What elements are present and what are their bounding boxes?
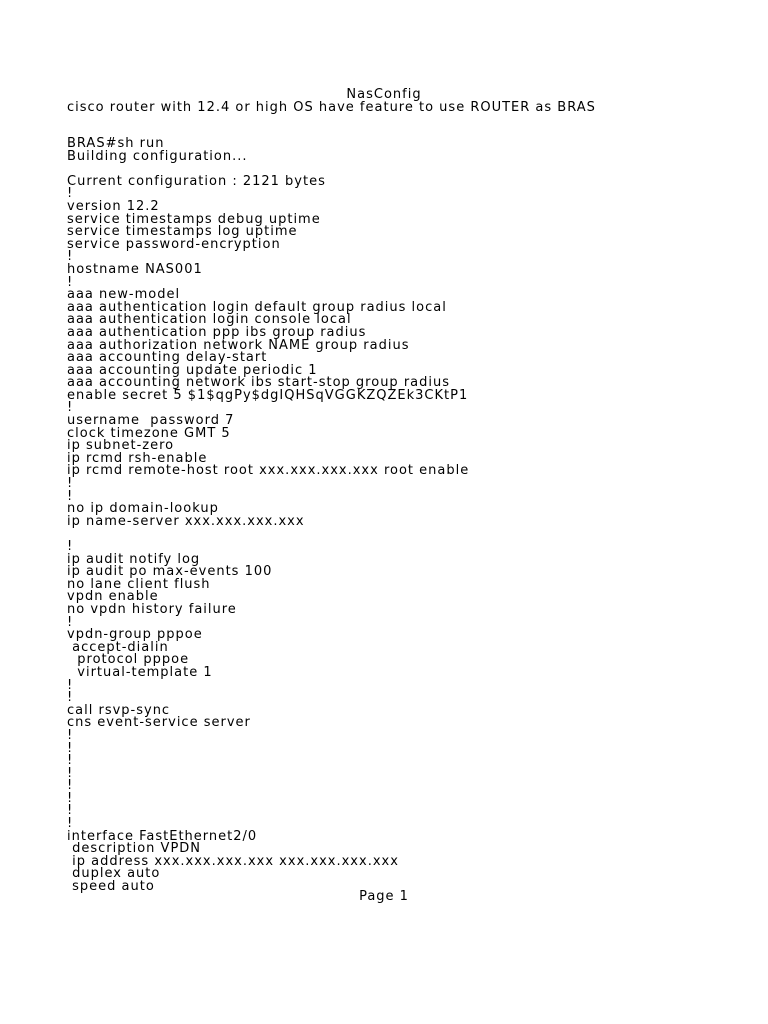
config-line: version 12.2 <box>67 198 160 214</box>
config-line: username password 7 <box>67 413 235 429</box>
config-line: ip audit notify log <box>67 551 201 567</box>
config-line: hostname NAS001 <box>67 261 203 277</box>
config-line: aaa authentication login console local <box>67 312 352 328</box>
config-line: clock timezone GMT 5 <box>67 425 231 441</box>
config-line: aaa authorization network NAME group radius <box>67 337 410 353</box>
config-line: ! <box>67 476 74 492</box>
config-line: vpdn-group pppoe <box>67 627 203 643</box>
document-title: NasConfig <box>346 87 422 102</box>
config-line: aaa accounting update periodic 1 <box>67 362 318 378</box>
config-line: ! <box>67 539 74 554</box>
config-line: Current configuration : 2121 bytes <box>67 173 326 189</box>
config-line: cns event-service server <box>67 715 251 731</box>
config-line: ! <box>67 790 74 806</box>
config-line: service timestamps log uptime <box>67 224 298 240</box>
config-line: no ip domain-lookup <box>67 501 219 517</box>
config-listing <box>67 138 748 894</box>
config-line: ! <box>67 274 74 290</box>
config-line: service password-encryption <box>67 236 281 252</box>
config-line: ! <box>67 803 74 819</box>
config-line: duplex auto <box>67 866 161 882</box>
config-line: ! <box>67 614 74 630</box>
config-line: aaa accounting network ibs start-stop group radius <box>67 375 451 391</box>
config-line: aaa authentication login default group radius local <box>67 299 447 315</box>
config-line: ip audit po max-events 100 <box>67 564 273 580</box>
config-line: ip rcmd rsh-enable <box>67 450 208 466</box>
config-line: accept-dialin <box>67 639 169 655</box>
config-line: Building configuration... <box>67 148 248 164</box>
config-line: ! <box>67 765 74 781</box>
config-line: aaa accounting delay-start <box>67 350 268 366</box>
config-line: ip rcmd remote-host root xxx.xxx.xxx.xxx root enable <box>67 463 470 479</box>
config-line: ! <box>67 727 74 743</box>
config-line: service timestamps debug uptime <box>67 211 321 227</box>
config-line: ! <box>67 778 74 794</box>
config-line: aaa authentication ppp ibs group radius <box>67 324 367 340</box>
config-line: ip address xxx.xxx.xxx.xxx xxx.xxx.xxx.xxx <box>67 853 399 869</box>
config-line: ! <box>67 488 74 504</box>
config-line: no vpdn history failure <box>67 601 237 617</box>
config-line: vpdn enable <box>67 589 159 605</box>
config-line: aaa new-model <box>67 287 181 303</box>
page-number: Page 1 <box>359 889 409 904</box>
document-subtitle: cisco router with 12.4 or high OS have feature to use ROUTER as BRAS <box>67 100 596 115</box>
config-line: ! <box>67 740 74 756</box>
config-line: ! <box>67 400 74 416</box>
config-line <box>67 528 748 541</box>
config-line: interface FastEthernet2/0 <box>67 828 258 844</box>
config-line: ! <box>67 249 74 265</box>
config-line: ! <box>67 816 74 832</box>
config-line: ! <box>67 753 74 769</box>
config-line: ip name-server xxx.xxx.xxx.xxx <box>67 513 305 529</box>
config-line: ! <box>67 690 74 706</box>
config-line: description VPDN <box>67 841 202 857</box>
config-line: speed auto <box>67 879 155 895</box>
config-line: ip subnet-zero <box>67 438 175 454</box>
config-line: call rsvp-sync <box>67 702 171 718</box>
config-line: ! <box>67 677 74 693</box>
config-line: ! <box>67 186 74 202</box>
config-line: no lane client flush <box>67 576 211 592</box>
config-line: protocol pppoe <box>67 652 190 668</box>
config-line: virtual-template 1 <box>67 664 213 680</box>
config-line: BRAS#sh run <box>67 136 165 151</box>
config-line: enable secret 5 $1$qgPy$dgIQHSqVGGKZQZEk3CKtP1 <box>67 387 469 403</box>
